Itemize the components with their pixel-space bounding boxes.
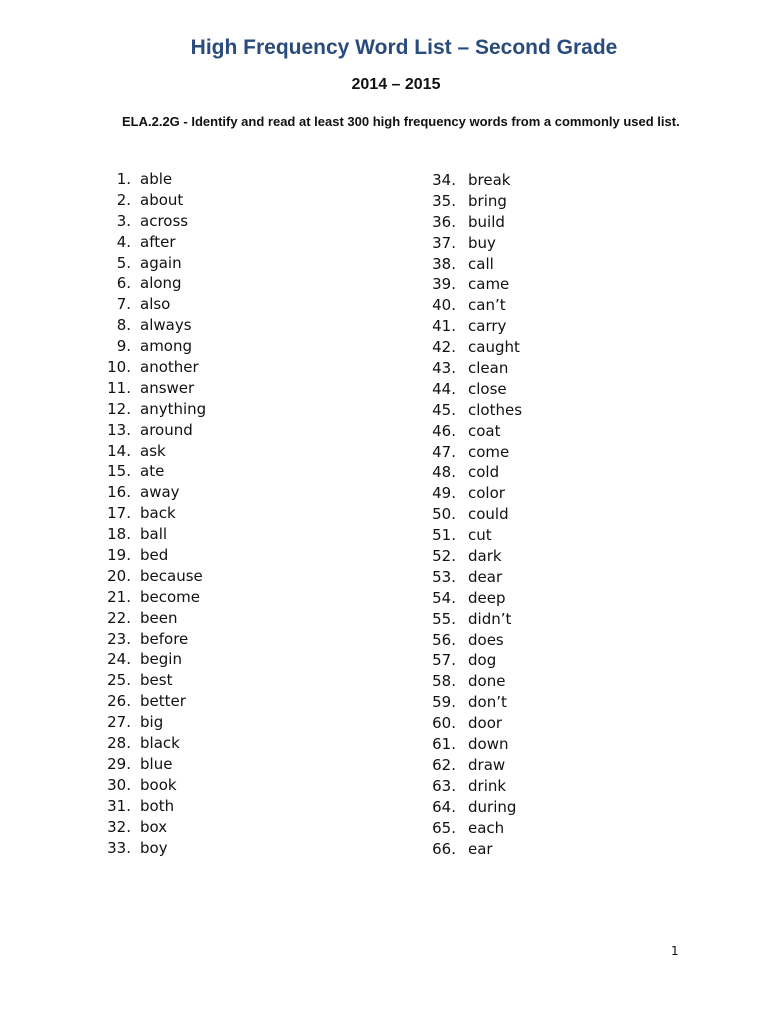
word-list-item (420, 525, 522, 546)
word-number: 29. (107, 754, 131, 773)
word-text: also (140, 295, 171, 314)
word-list-left-column (96, 169, 206, 858)
word-number: 38. (432, 254, 456, 273)
word-list-item (420, 170, 522, 191)
page-title: High Frequency Word List – Second Grade (190, 36, 618, 59)
word-text: does (468, 630, 504, 649)
word-number: 24. (107, 650, 131, 669)
word-list-item (96, 691, 206, 712)
word-list-item (420, 337, 522, 358)
word-number: 14. (107, 441, 131, 460)
word-list-item (420, 358, 522, 379)
word-text: can’t (468, 296, 506, 315)
word-list-item (420, 671, 522, 692)
word-list-item (420, 212, 522, 233)
word-number: 23. (107, 629, 131, 648)
word-list-item (96, 545, 206, 566)
word-number: 43. (432, 359, 456, 378)
word-text: back (140, 504, 176, 523)
word-number: 56. (432, 630, 456, 649)
word-text: down (468, 735, 509, 754)
word-text: bed (140, 546, 169, 565)
word-text: cold (468, 463, 500, 482)
word-text: both (140, 796, 175, 815)
word-list-item (420, 755, 522, 776)
word-list-item (420, 191, 522, 212)
word-list-item (420, 692, 522, 713)
word-list-item (96, 211, 206, 232)
word-number: 15. (107, 462, 131, 481)
word-text: box (140, 817, 168, 836)
word-number: 44. (432, 379, 456, 398)
word-text: big (140, 713, 164, 732)
word-list-item (420, 650, 522, 671)
word-list-item (420, 630, 522, 651)
word-text: able (140, 170, 173, 188)
word-text: call (468, 254, 494, 273)
word-list-item (420, 797, 522, 818)
word-list-right-column (420, 170, 522, 859)
word-list-item (420, 818, 522, 839)
word-number: 36. (432, 212, 456, 231)
word-text: draw (468, 755, 506, 774)
word-number: 12. (107, 399, 131, 418)
word-list-item (96, 399, 206, 420)
word-number: 39. (432, 275, 456, 294)
word-text: away (140, 483, 180, 502)
word-number: 18. (107, 525, 131, 544)
word-number: 17. (107, 504, 131, 523)
word-number: 33. (107, 838, 131, 857)
word-list-item (96, 378, 206, 399)
word-number: 51. (432, 526, 456, 545)
word-number: 32. (107, 817, 131, 836)
word-text: during (468, 797, 517, 816)
word-number: 60. (432, 714, 456, 733)
word-number: 26. (107, 692, 131, 711)
word-number: 58. (432, 672, 456, 691)
word-number: 35. (432, 191, 456, 210)
word-number: 47. (432, 442, 456, 461)
word-text: clean (468, 359, 509, 378)
word-text: ate (140, 462, 165, 481)
word-text: build (468, 212, 505, 231)
word-list-item (420, 379, 522, 400)
word-number: 54. (432, 588, 456, 607)
word-text: another (140, 358, 199, 377)
word-text: buy (468, 233, 496, 252)
word-number: 9. (116, 337, 131, 356)
word-number: 52. (432, 547, 456, 566)
word-text: around (140, 420, 193, 439)
word-list-item (420, 588, 522, 609)
word-list-item (420, 400, 522, 421)
word-list-item (96, 232, 206, 253)
word-number: 10. (107, 358, 131, 377)
word-number: 64. (432, 797, 456, 816)
word-text: blue (140, 754, 173, 773)
word-list-item (420, 295, 522, 316)
word-text: among (140, 337, 193, 356)
word-number: 61. (432, 735, 456, 754)
word-list-item (420, 316, 522, 337)
word-number: 65. (432, 818, 456, 837)
word-list-item (420, 254, 522, 275)
word-number: 45. (432, 400, 456, 419)
word-number: 63. (432, 776, 456, 795)
word-list-item (96, 817, 206, 838)
word-number: 25. (107, 671, 131, 690)
word-text: bring (468, 191, 507, 210)
word-list-item (96, 336, 206, 357)
word-list-item (420, 546, 522, 567)
page-number: 1 (671, 944, 679, 958)
word-number: 37. (432, 233, 456, 252)
word-list-item (96, 294, 206, 315)
word-list-item (96, 503, 206, 524)
word-number: 3. (116, 211, 131, 230)
word-list-item (420, 421, 522, 442)
word-list-item (96, 524, 206, 545)
word-number: 55. (432, 609, 456, 628)
word-text: again (140, 253, 182, 272)
word-list-item (96, 838, 206, 859)
word-text: close (468, 379, 507, 398)
word-list-item (96, 796, 206, 817)
word-list-item (420, 233, 522, 254)
word-text: after (140, 232, 176, 251)
word-list-item (420, 504, 522, 525)
word-list-item (420, 776, 522, 797)
word-text: best (140, 671, 173, 690)
word-list-item (420, 713, 522, 734)
word-list-item (96, 754, 206, 775)
word-number: 27. (107, 713, 131, 732)
word-list-item (96, 420, 206, 441)
word-list-item (420, 442, 522, 463)
word-number: 7. (116, 295, 131, 314)
word-number: 5. (116, 253, 131, 272)
word-list-item (96, 712, 206, 733)
word-list-item (96, 608, 206, 629)
word-text: boy (140, 838, 168, 857)
word-number: 11. (107, 378, 131, 397)
word-list-item (96, 670, 206, 691)
word-number: 40. (432, 296, 456, 315)
word-text: carry (468, 317, 507, 336)
word-number: 6. (116, 274, 131, 293)
word-text: dear (468, 567, 503, 586)
word-text: caught (468, 338, 520, 357)
word-number: 57. (432, 651, 456, 670)
word-list-item (96, 482, 206, 503)
school-year: 2014 – 2015 (351, 76, 441, 93)
word-number: 50. (432, 505, 456, 524)
word-number: 21. (107, 587, 131, 606)
word-number: 1. (116, 170, 131, 188)
word-text: color (468, 484, 505, 503)
word-text: answer (140, 378, 195, 397)
word-text: across (140, 211, 189, 230)
word-text: become (140, 587, 201, 606)
word-list-item (96, 253, 206, 274)
word-list-item (96, 441, 206, 462)
standard-description: ELA.2.2G - Identify and read at least 300 high frequency words from a commonly used list. (122, 114, 680, 129)
word-list-item (96, 733, 206, 754)
word-text: about (140, 190, 184, 209)
word-list-item (420, 567, 522, 588)
word-number: 34. (432, 171, 456, 189)
word-number: 2. (116, 190, 131, 209)
word-list-item (96, 775, 206, 796)
word-text: better (140, 692, 186, 711)
word-text: came (468, 275, 510, 294)
word-number: 46. (432, 421, 456, 440)
word-text: anything (140, 399, 207, 418)
word-list-item (420, 734, 522, 755)
word-number: 20. (107, 566, 131, 585)
word-number: 48. (432, 463, 456, 482)
word-number: 13. (107, 420, 131, 439)
word-list-item (420, 609, 522, 630)
word-text: coat (468, 421, 501, 440)
word-list-item (96, 629, 206, 650)
word-number: 41. (432, 317, 456, 336)
word-list-item (96, 587, 206, 608)
word-number: 30. (107, 775, 131, 794)
word-list-item (96, 649, 206, 670)
word-text: drink (468, 776, 507, 795)
word-list-item (96, 190, 206, 211)
word-number: 62. (432, 755, 456, 774)
word-list-item (96, 357, 206, 378)
word-text: before (140, 629, 189, 648)
word-text: break (468, 171, 511, 189)
word-text: clothes (468, 400, 523, 419)
word-text: deep (468, 588, 506, 607)
word-number: 66. (432, 839, 456, 858)
word-list-item (420, 483, 522, 504)
word-text: come (468, 442, 510, 461)
word-text: always (140, 316, 192, 335)
word-text: each (468, 818, 505, 837)
word-list-item (420, 839, 522, 860)
word-text: dark (468, 547, 502, 566)
word-text: door (468, 714, 503, 733)
word-text: ear (468, 839, 493, 858)
word-number: 4. (116, 232, 131, 251)
word-text: begin (140, 650, 182, 669)
word-text: could (468, 505, 509, 524)
word-text: book (140, 775, 177, 794)
word-list-item (96, 169, 206, 190)
word-list-item (96, 566, 206, 587)
word-list-item (420, 462, 522, 483)
word-text: didn’t (468, 609, 512, 628)
word-number: 42. (432, 338, 456, 357)
word-number: 19. (107, 546, 131, 565)
word-number: 53. (432, 567, 456, 586)
word-number: 8. (116, 316, 131, 335)
word-text: don’t (468, 693, 507, 712)
word-text: been (140, 608, 178, 627)
word-number: 16. (107, 483, 131, 502)
word-text: ball (140, 525, 168, 544)
word-number: 22. (107, 608, 131, 627)
word-text: ask (140, 441, 166, 460)
word-text: along (140, 274, 182, 293)
word-list-item (96, 315, 206, 336)
word-number: 59. (432, 693, 456, 712)
word-list-item (96, 273, 206, 294)
word-text: done (468, 672, 506, 691)
word-number: 31. (107, 796, 131, 815)
word-text: dog (468, 651, 497, 670)
word-text: because (140, 566, 203, 585)
word-text: black (140, 734, 180, 753)
word-text: cut (468, 526, 492, 545)
word-number: 28. (107, 734, 131, 753)
word-number: 49. (432, 484, 456, 503)
word-list-item (420, 274, 522, 295)
word-list-item (96, 461, 206, 482)
